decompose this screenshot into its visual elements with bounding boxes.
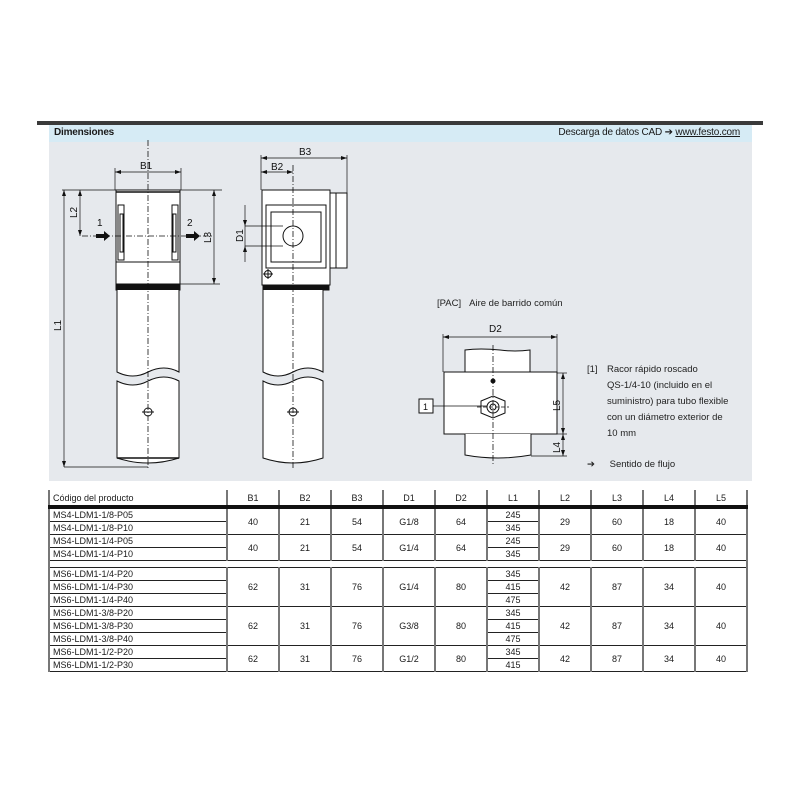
cell-l2: 42 [539,568,591,607]
pac-legend [437,296,563,312]
dimensions-panel [49,125,752,481]
cell-l1: 345 [487,646,539,659]
note-tag: [1] [587,364,598,375]
col-l4: L4 [643,490,695,507]
note-line: QS-1/4-10 (incluido en el [607,380,713,391]
cell-l5: 40 [695,646,747,672]
product-code: MS6-LDM1-1/2-P30 [49,659,227,672]
product-code: MS4-LDM1-1/4-P10 [49,548,227,561]
product-code: MS6-LDM1-1/4-P30 [49,581,227,594]
cell-l3: 87 [591,607,643,646]
cell-b2: 31 [279,568,331,607]
label-l1: L1 [53,319,64,331]
col-code: Código del producto [49,490,227,507]
product-code: MS4-LDM1-1/8-P10 [49,522,227,535]
page-bottom [0,680,800,800]
note-legend [587,362,737,442]
cell-d2: 64 [435,535,487,561]
cell-b1: 62 [227,646,279,672]
cell-d2: 64 [435,507,487,535]
cell-d2: 80 [435,568,487,607]
cell-l4: 34 [643,646,695,672]
product-code: MS6-LDM1-3/8-P40 [49,633,227,646]
table-row [49,568,747,581]
cell-d1: G1/4 [383,568,435,607]
cell-l5: 40 [695,535,747,561]
arrow-right-icon: ➔ [587,459,595,470]
port-2-label: 2 [187,218,193,229]
flow-text: Sentido de flujo [609,459,676,470]
label-l4: L4 [552,441,563,453]
cell-b1: 40 [227,507,279,535]
label-l2: L2 [69,206,80,218]
cell-b3: 76 [331,607,383,646]
label-b1: B1 [140,161,153,172]
detail-view [419,334,567,465]
dimensions-table [48,490,748,672]
label-d1: D1 [235,229,246,242]
label-l3: L3 [203,231,214,243]
product-code: MS6-LDM1-1/2-P20 [49,646,227,659]
cell-l4: 34 [643,607,695,646]
col-l1: L1 [487,490,539,507]
col-d1: D1 [383,490,435,507]
product-code: MS4-LDM1-1/8-P05 [49,507,227,522]
front-view [62,140,222,470]
table-separator [49,561,747,568]
cell-b2: 31 [279,607,331,646]
cell-d1: G1/2 [383,646,435,672]
cell-l2: 29 [539,535,591,561]
cell-l1: 345 [487,607,539,620]
cell-d1: G3/8 [383,607,435,646]
cell-l2: 42 [539,607,591,646]
pac-tag: [PAC] [437,298,462,309]
cell-l3: 60 [591,535,643,561]
note-line: suministro) para tubo flexible [607,396,729,407]
cell-d2: 80 [435,646,487,672]
cell-l3: 87 [591,646,643,672]
cell-l4: 34 [643,568,695,607]
col-l2: L2 [539,490,591,507]
cell-l2: 42 [539,646,591,672]
product-code: MS6-LDM1-1/4-P40 [49,594,227,607]
port-1-label: 1 [97,218,103,229]
side-view [245,155,347,470]
table-row [49,535,747,548]
cell-b1: 62 [227,568,279,607]
cell-l2: 29 [539,507,591,535]
cell-l3: 87 [591,568,643,607]
col-d2: D2 [435,490,487,507]
cell-l1: 245 [487,535,539,548]
col-l3: L3 [591,490,643,507]
cell-l3: 60 [591,507,643,535]
note-line: Racor rápido roscado [607,364,698,375]
pac-text: Aire de barrido común [469,298,563,309]
cell-l5: 40 [695,507,747,535]
festo-link[interactable]: www.festo.com [675,127,740,138]
cell-l5: 40 [695,568,747,607]
cell-l1: 245 [487,507,539,522]
cell-b1: 40 [227,535,279,561]
cell-b3: 76 [331,646,383,672]
cell-l4: 18 [643,507,695,535]
cell-b2: 31 [279,646,331,672]
cell-l1: 475 [487,594,539,607]
section-title: Dimensiones [54,127,115,138]
label-l5: L5 [552,399,563,411]
label-d2: D2 [489,324,502,335]
flow-legend [587,457,675,473]
cell-b3: 76 [331,568,383,607]
label-b2: B2 [271,162,284,173]
cell-l5: 40 [695,607,747,646]
product-code: MS6-LDM1-1/4-P20 [49,568,227,581]
col-l5: L5 [695,490,747,507]
cell-l1: 415 [487,659,539,672]
note-line: con un diámetro exterior de [607,412,723,423]
cell-l4: 18 [643,535,695,561]
cell-d1: G1/8 [383,507,435,535]
table-row [49,507,747,522]
cell-l1: 345 [487,522,539,535]
product-code: MS6-LDM1-3/8-P30 [49,620,227,633]
table-row [49,646,747,659]
cell-b3: 54 [331,507,383,535]
callout-1: 1 [423,402,429,412]
col-b2: B2 [279,490,331,507]
label-b3: B3 [299,147,312,158]
col-b3: B3 [331,490,383,507]
arrow-right-icon: ➔ [664,127,673,138]
cell-l1: 345 [487,548,539,561]
col-b1: B1 [227,490,279,507]
product-code: MS6-LDM1-3/8-P20 [49,607,227,620]
cell-b2: 21 [279,535,331,561]
product-code: MS4-LDM1-1/4-P05 [49,535,227,548]
cell-l1: 415 [487,581,539,594]
cell-l1: 345 [487,568,539,581]
cell-b3: 54 [331,535,383,561]
cell-l1: 415 [487,620,539,633]
cell-d1: G1/4 [383,535,435,561]
cell-l1: 475 [487,633,539,646]
table-row [49,607,747,620]
table-header [49,490,747,507]
cell-b2: 21 [279,507,331,535]
cell-b1: 62 [227,607,279,646]
cad-text: Descarga de datos CAD [558,127,662,138]
cell-d2: 80 [435,607,487,646]
note-line: 10 mm [607,428,637,439]
